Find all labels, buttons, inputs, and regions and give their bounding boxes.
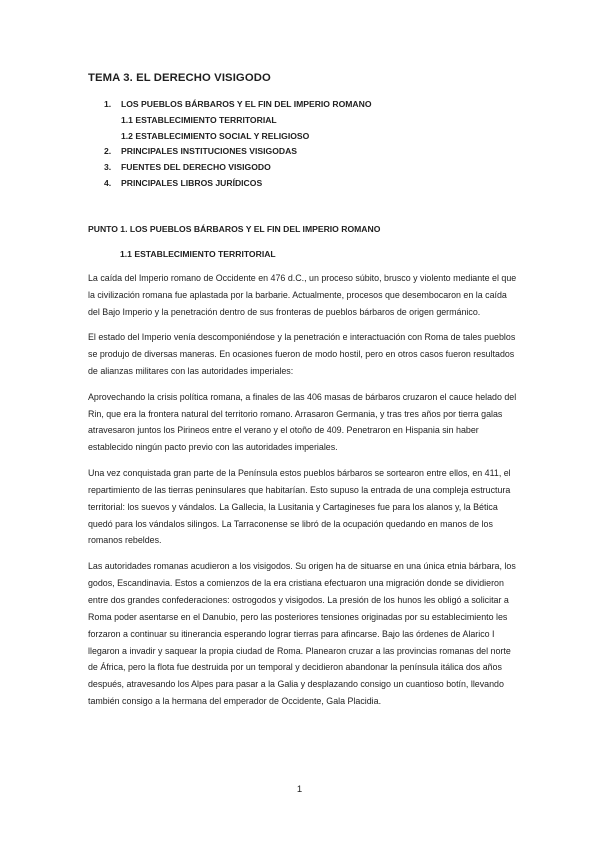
body-text — [88, 270, 520, 719]
paragraph: Aprovechando la crisis política romana, a finales de las 406 masas de bárbaros cruzaron el cauce helado del Rin, que era la frontera natural del territorio romano. Arrasaron Germania, y tras tres años por tierra galas atravesaron juntos los Pirineos entre el verano y el otoño de 409. Penetraron en Hispania sin haber establecido ningún pacto previo con las autoridades imperiales. — [88, 391, 517, 453]
paragraph: Las autoridades romanas acudieron a los visigodos. Su origen ha de situarse en una única etnia bárbara, los godos, Escandinavia. Estos a comienzos de la era cristiana efectuaron una migración donde se dividieron entre dos grandes confederaciones: ostrogodos y visigodos. La presión de los hunos les obligó a solicitar a Roma poder asentarse en el Danubio, pero las posteriores tensiones originadas por su establecimiento les forzaron a continuar su itinerancia esperando lograr tierras para afincarse. Bajo las órdenes de Alarico I llegaron a invadir y saquear la propia ciudad de Roma. Planearon cruzar a las provincias romanas del norte de África, pero la flota fue destruida por un temporal y decidieron abandonar la península itálica dos años después, atravesando los Alpes para pasar a la Galia y desplazando consigo un cuantioso botín, llevando también consigo a la hermana del emperador de Occidente, Gala Placidia. — [88, 560, 516, 707]
toc-item — [104, 113, 372, 129]
toc-item — [104, 144, 372, 160]
table-of-contents — [104, 97, 372, 192]
paragraph: La caída del Imperio romano de Occidente en 476 d.C., un proceso súbito, brusco y violento mediante el que la civilización romana fue aplastada por la barbarie. Actualmente, procesos que desembocaron en la caída del Bajo Imperio y la penetración dentro de sus fronteras de pueblos bárbaros de origen germánico. — [88, 273, 517, 317]
paragraph: El estado del Imperio venía descomponiéndose y la penetración e interactuación con Roma de tales pueblos se produjo de diversas maneras. En ocasiones fueron de modo hostil, pero en otros casos fueron resultados de alianzas militares con las autoridades imperiales: — [88, 332, 516, 377]
toc-item — [104, 97, 372, 113]
page-number: 1 — [296, 784, 303, 795]
document-title: TEMA 3. EL DERECHO VISIGODO — [88, 72, 271, 84]
toc-item — [104, 160, 372, 176]
toc-number: 4. — [104, 177, 112, 188]
toc-item — [104, 176, 372, 192]
toc-number: 3. — [104, 162, 112, 173]
toc-label: PRINCIPALES LIBROS JURÍDICOS — [121, 177, 263, 188]
toc-number: 2. — [104, 146, 112, 157]
toc-label: FUENTES DEL DERECHO VISIGODO — [121, 162, 271, 173]
toc-item — [104, 129, 372, 145]
section-heading: PUNTO 1. LOS PUEBLOS BÁRBAROS Y EL FIN DEL IMPERIO ROMANO — [88, 224, 381, 234]
toc-label: 1.1 ESTABLECIMIENTO TERRITORIAL — [121, 114, 277, 125]
toc-label: PRINCIPALES INSTITUCIONES VISIGODAS — [121, 146, 298, 157]
toc-label: LOS PUEBLOS BÁRBAROS Y EL FIN DEL IMPERIO ROMANO — [121, 99, 372, 109]
toc-label: 1.2 ESTABLECIMIENTO SOCIAL Y RELIGIOSO — [121, 130, 310, 141]
subsection-heading: 1.1 ESTABLECIMIENTO TERRITORIAL — [120, 249, 276, 259]
toc-number: 1. — [104, 99, 112, 109]
paragraph: Una vez conquistada gran parte de la Península estos pueblos bárbaros se sortearon entre ellos, en 411, el repartimiento de las tierras peninsulares que habitarían. Esto supuso la entrada de una compleja estructura territorial: los suevos y vándalos. La Gallecia, la Lusitania y Cartagineses fue para los alanos y, la Bética quedó para los vándalos silingos. La Tarraconense se libró de la ocupación quedando en manos de los romanos rebeldes. — [88, 467, 511, 546]
